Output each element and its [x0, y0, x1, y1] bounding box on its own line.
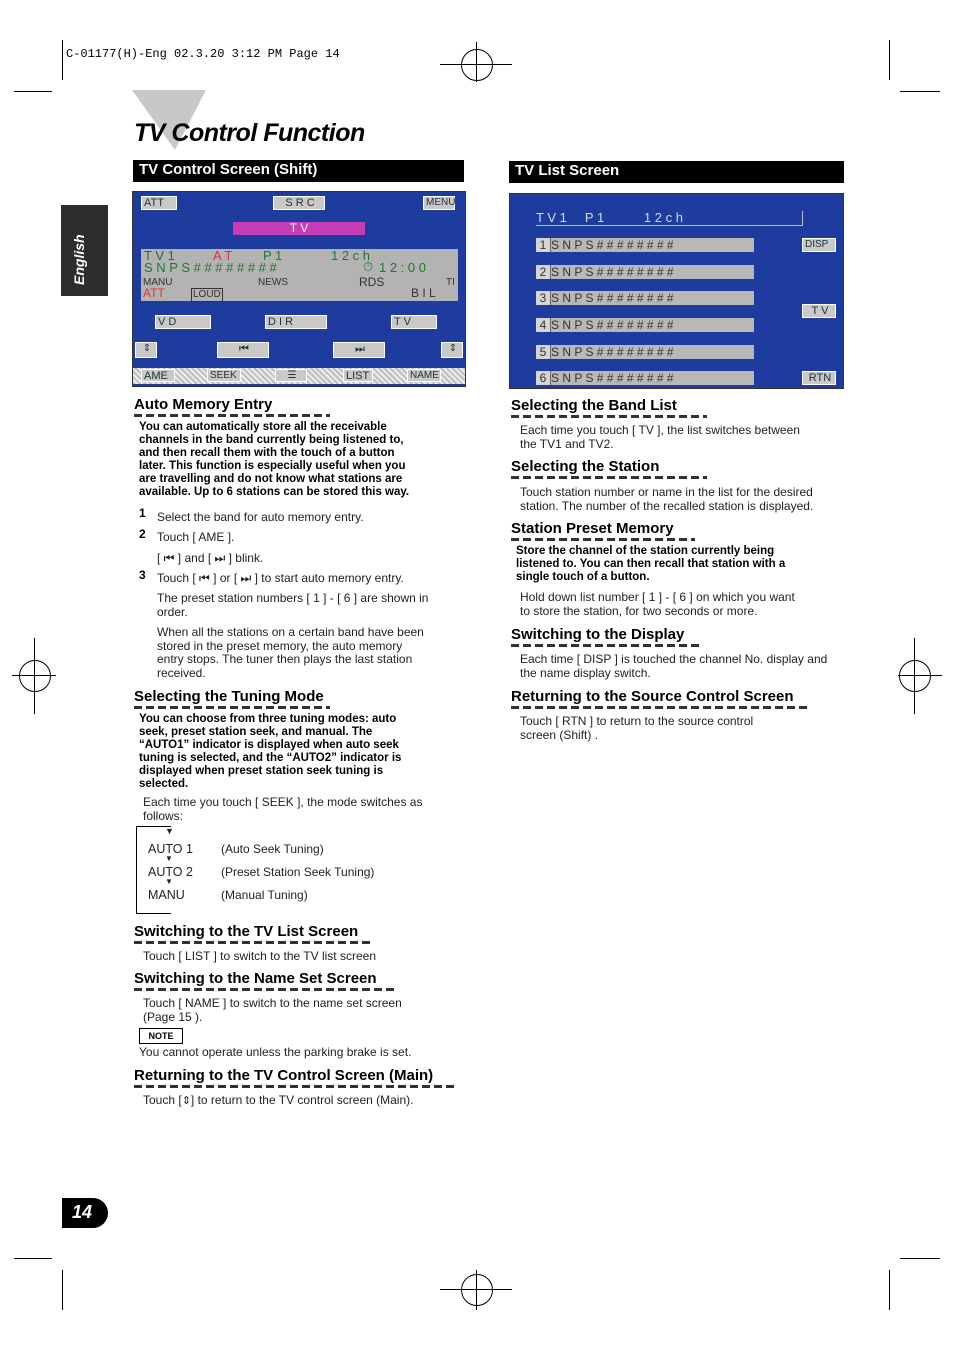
heading-underline: [511, 538, 695, 541]
auto-memory-intro: You can automatically store all the receivable channels in the band currently being listened to, and then recall them with the touch of a button later. This function is especially useful when you are travelling and do not know what stations are available. Up to 6 stations can be stored this way.: [139, 421, 410, 498]
registration-mark: [461, 49, 493, 81]
list-item[interactable]: 5 S N P S # # # # # # # #: [536, 345, 754, 359]
tv-control-screen-illustration: [132, 191, 466, 387]
heading-auto-memory-entry: Auto Memory Entry: [134, 396, 273, 413]
registration-mark: [899, 660, 931, 692]
bil-indicator: B I L: [411, 286, 436, 300]
section-bar-tv-control-shift: TV Control Screen (Shift): [133, 160, 464, 182]
clock-time: 1 2 : 0 0: [379, 260, 426, 275]
heading-underline: [511, 706, 811, 709]
rtn-button[interactable]: RTN: [802, 371, 836, 385]
att-button[interactable]: ATT: [141, 196, 177, 210]
vd-button[interactable]: V D: [155, 315, 211, 329]
shift-toggle-icon[interactable]: ⇕: [135, 342, 157, 358]
page-title: TV Control Function: [134, 119, 365, 147]
prev-track-icon[interactable]: ⏮: [217, 342, 269, 358]
channel-number: 1 2 c h: [331, 248, 371, 263]
mode-desc: (Preset Station Seek Tuning): [221, 865, 375, 879]
seek-button[interactable]: SEEK: [207, 369, 241, 382]
step-number: 3: [139, 568, 146, 582]
mode-name: MANU: [148, 888, 185, 902]
arrow-down-icon: ▼: [165, 854, 173, 863]
list-item[interactable]: 3 S N P S # # # # # # # #: [536, 291, 754, 305]
name-set-text: Touch [ NAME ] to switch to the name set screen (Page 15 ).: [143, 996, 402, 1024]
step-text: Touch [ ⏮ ] or [ ⏭ ] to start auto memory entry.: [157, 571, 404, 585]
arrow-down-icon: ▼: [165, 826, 174, 836]
heading-display: Switching to the Display: [511, 626, 685, 643]
crop-mark: [900, 1258, 940, 1259]
heading-underline: [134, 706, 330, 709]
heading-preset-memory: Station Preset Memory: [511, 520, 674, 537]
heading-name-set: Switching to the Name Set Screen: [134, 970, 377, 987]
list-item[interactable]: 6 S N P S # # # # # # # #: [536, 371, 754, 385]
heading-underline: [511, 644, 699, 647]
menu-lines-icon[interactable]: ☰: [275, 369, 307, 382]
step-text: Touch [ AME ].: [157, 530, 235, 544]
station-name: S N P S # # # # # # # #: [144, 260, 277, 275]
preset-text: Hold down list number [ 1 ] - [ 6 ] on which you want to store the station, for two seconds or more.: [520, 590, 795, 618]
list-item[interactable]: 2 S N P S # # # # # # # #: [536, 265, 754, 279]
loud-indicator: LOUD: [193, 289, 221, 300]
lcd-display: [141, 249, 458, 301]
registration-mark: [461, 1274, 493, 1306]
shift-toggle-right-icon[interactable]: ⇕: [441, 342, 463, 358]
step-text: Select the band for auto memory entry.: [157, 510, 364, 524]
heading-return-main: Returning to the TV Control Screen (Main): [134, 1067, 434, 1084]
mode-name: AUTO 1: [148, 842, 193, 856]
heading-tuning-mode: Selecting the Tuning Mode: [134, 688, 324, 705]
tv-list-screen-illustration: [509, 193, 844, 389]
heading-underline: [511, 415, 707, 418]
rds-indicator: RDS: [359, 275, 385, 289]
list-item[interactable]: 1 S N P S # # # # # # # #: [536, 238, 754, 252]
mode-name: AUTO 2: [148, 865, 193, 879]
news-indicator: NEWS: [258, 277, 288, 288]
heading-underline: [511, 476, 707, 479]
page-number: 14: [72, 1202, 93, 1222]
step-number: 1: [139, 506, 146, 520]
note-text: You cannot operate unless the parking brake is set.: [139, 1045, 412, 1059]
side-tab: [61, 205, 108, 296]
preset-number: P 1: [263, 248, 283, 263]
list-header: T V 1 P 1 1 2 c h: [536, 211, 803, 226]
menu-button[interactable]: MENU: [423, 196, 455, 210]
ame-button[interactable]: AME: [141, 369, 175, 382]
disp-button[interactable]: DISP: [802, 238, 836, 252]
return-source-text: Touch [ RTN ] to return to the source control screen (Shift) .: [520, 714, 754, 742]
page-number-tab: [62, 1198, 108, 1228]
heading-underline: [134, 1085, 456, 1088]
print-header: C-01177(H)-Eng 02.3.20 3:12 PM Page 14: [66, 47, 340, 61]
tv-button[interactable]: T V: [391, 315, 437, 329]
station-text: Touch station number or name in the list for the desired station. The number of the recalled station is displayed.: [520, 485, 814, 513]
heading-station: Selecting the Station: [511, 458, 660, 475]
heading-band-list: Selecting the Band List: [511, 397, 677, 414]
band-list-text: Each time you touch [ TV ], the list switches between the TV1 and TV2.: [520, 423, 800, 451]
clock-icon: ⏱: [363, 259, 374, 274]
step-subtext: When all the stations on a certain band have been stored in the preset memory, the auto memory entry stops. The tuner then plays the last station received.: [157, 625, 424, 680]
step-number: 2: [139, 527, 146, 541]
arrow-down-icon: ▼: [165, 877, 173, 886]
section-bar-tv-list: TV List Screen: [509, 161, 844, 183]
heading-return-source: Returning to the Source Control Screen: [511, 688, 794, 705]
preset-intro: Store the channel of the station currently being listened to. You can then recall that station with a single touch of a button.: [516, 545, 786, 583]
list-button[interactable]: LIST: [343, 369, 373, 382]
heading-underline: [134, 941, 374, 944]
tuning-mode-intro: You can choose from three tuning modes: auto seek, preset station seek, and manual. The “AUTO1” indicator is displayed when auto seek tuning is selected, and the “AUTO2” indicator is displayed when preset station seek tuning is selected.: [139, 713, 402, 790]
manu-indicator: MANU: [143, 277, 173, 288]
tuning-mode-text: Each time you touch [ SEEK ], the mode switches as follows:: [143, 795, 423, 823]
heading-underline: [134, 414, 330, 417]
step-subtext: The preset station numbers [ 1 ] - [ 6 ] are shown in order.: [157, 591, 429, 619]
display-text: Each time [ DISP ] is touched the channel No. display and the name display switch.: [520, 652, 828, 680]
heading-underline: [134, 988, 398, 991]
list-item[interactable]: 4 S N P S # # # # # # # #: [536, 318, 754, 332]
heading-tv-list-switch: Switching to the TV List Screen: [134, 923, 359, 940]
crop-mark: [889, 1270, 890, 1310]
crop-mark: [889, 40, 890, 80]
mode-desc: (Auto Seek Tuning): [221, 842, 324, 856]
src-button[interactable]: S R C: [273, 196, 325, 210]
mode-desc: (Manual Tuning): [221, 888, 308, 902]
tv-list-switch-text: Touch [ LIST ] to switch to the TV list screen: [143, 949, 376, 963]
crop-mark: [62, 40, 63, 80]
name-button[interactable]: NAME: [407, 369, 441, 382]
dir-button[interactable]: D I R: [265, 315, 327, 329]
crop-mark: [14, 91, 52, 92]
step-subtext: [ ⏮ ] and [ ⏭ ] blink.: [157, 551, 264, 565]
next-track-icon[interactable]: ⏭: [333, 342, 385, 358]
side-tab-label: English: [71, 234, 87, 285]
tv-button[interactable]: T V: [802, 304, 836, 318]
att-indicator: ATT: [143, 286, 165, 300]
tv-band-indicator: T V: [233, 222, 365, 235]
registration-mark: [19, 660, 51, 692]
ti-indicator: TI: [446, 277, 455, 288]
crop-mark: [14, 1258, 52, 1259]
note-badge: NOTE: [139, 1028, 183, 1044]
return-main-text: Touch [⇕] to return to the TV control screen (Main).: [143, 1093, 414, 1107]
shift-toggle-inline-icon: ⇕: [181, 1095, 191, 1107]
at-indicator: A T: [213, 248, 233, 263]
crop-mark: [900, 91, 940, 92]
band-label: T V 1: [144, 248, 175, 263]
crop-mark: [62, 1270, 63, 1310]
